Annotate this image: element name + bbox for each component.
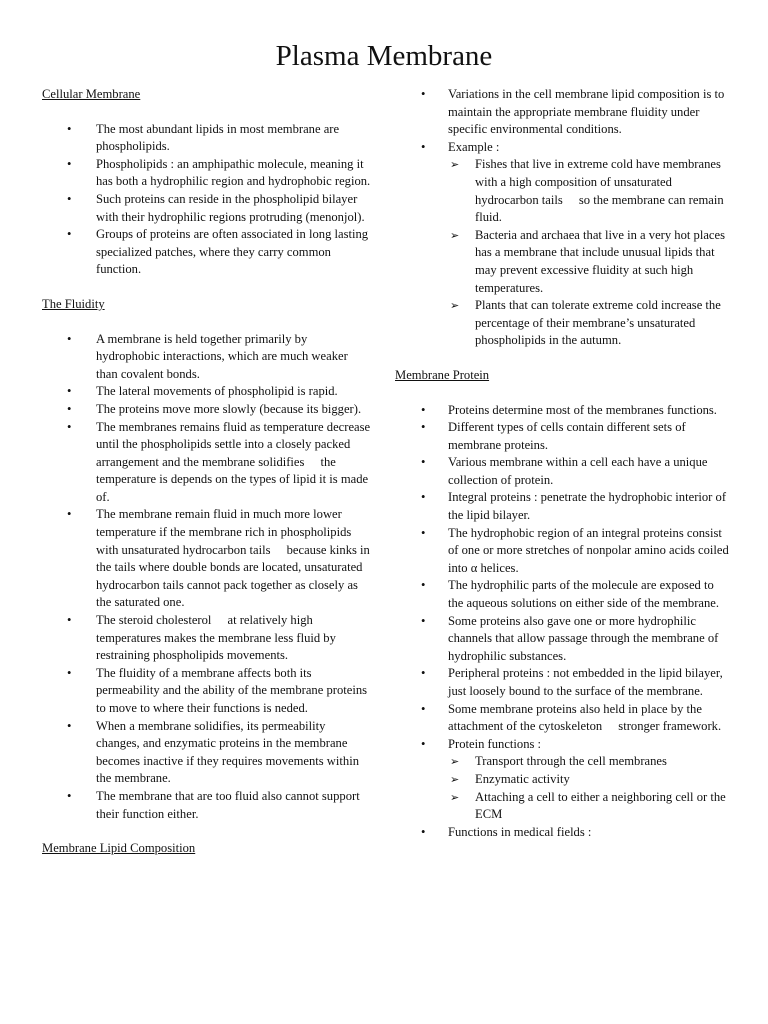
list-item: • The membrane that are too fluid also cannot support their function either. [42,788,372,823]
sublist-item: ➢ Attaching a cell to either a neighboring cell or the ECM [448,789,730,824]
list-item: • The lateral movements of phospholipid is rapid. [42,383,372,401]
list-item: • Peripheral proteins : not embedded in the lipid bilayer, just loosely bound to the surface of the membrane. [395,665,730,700]
list-item: • Groups of proteins are often associated in long lasting specialized patches, where they carry common function. [42,226,372,279]
list-item: • The membranes remains fluid as temperature decrease until the phospholipids settle into a closely packed arrangement and the membrane solidifies the temperature is depends on the types of lipid it is made of. [42,419,372,507]
list-item: • Such proteins can reside in the phospholipid bilayer with their hydrophilic regions protruding (menonjol). [42,191,372,226]
section-heading-membrane-protein: Membrane Protein [395,367,490,382]
lipid-composition-list [395,86,730,350]
list-item: • The membrane remain fluid in much more lower temperature if the membrane rich in phospholipids with unsaturated hydrocarbon tails because kinks in the tails where double bonds are located, unsaturated hydrocarbon tails cannot pack together as closely as the saturated one. [42,506,372,612]
list-item-label: Example : [448,139,500,154]
list-item: • The steroid cholesterol at relatively high temperatures makes the membrane less fluid by restraining phospholipids movements. [42,612,372,665]
list-item: • The fluidity of a membrane affects both its permeability and the ability of the membrane proteins to move to where their functions is neded. [42,665,372,718]
protein-function-sublist [448,753,730,823]
example-sublist [448,156,730,350]
list-item: • Phospholipids : an amphipathic molecule, meaning it has both a hydrophilic region and hydrophobic region. [42,156,372,191]
membrane-protein-list [395,402,730,842]
list-item: • A membrane is held together primarily by hydrophobic interactions, which are much weaker than covalent bonds. [42,331,372,384]
list-item-label: Protein functions : [448,736,542,751]
list-item [395,736,730,824]
list-item: • Proteins determine most of the membranes functions. [395,402,730,420]
section-heading-cellular-membrane: Cellular Membrane [42,87,141,101]
list-item: • Some membrane proteins also held in place by the attachment of the cytoskeleton stronger framework. [395,701,730,736]
list-item: • When a membrane solidifies, its permeability changes, and enzymatic proteins in the membrane becomes inactive if they requires movements within the membrane. [42,718,372,788]
list-item [395,139,730,350]
sublist-item: ➢ Fishes that live in extreme cold have membranes with a high composition of unsaturated hydrocarbon tails so the membrane can remain fluid. [448,156,730,226]
list-item: • The hydrophobic region of an integral proteins consist of one or more stretches of nonpolar amino acids coiled into α helices. [395,525,730,578]
sublist-item: ➢ Plants that can tolerate extreme cold increase the percentage of their membrane’s unsaturated phospholipids in the autumn. [448,297,730,350]
list-item: • Functions in medical fields : [395,824,730,842]
sublist-item: ➢ Enzymatic activity [448,771,730,789]
sublist-item: ➢ Bacteria and archaea that live in a very hot places has a membrane that include unusual lipids that may prevent excessive fluidity at such high temperatures. [448,227,730,297]
section-heading-fluidity: The Fluidity [42,296,105,311]
list-item: • The most abundant lipids in most membrane are phospholipids. [42,121,372,156]
list-item: • Various membrane within a cell each have a unique collection of protein. [395,454,730,489]
list-item: • Variations in the cell membrane lipid composition is to maintain the appropriate membrane fluidity under specific environmental conditions. [395,86,730,139]
cellular-membrane-list [42,121,372,279]
fluidity-list [42,331,372,824]
sublist-item: ➢ Transport through the cell membranes [448,753,730,771]
list-item: • Integral proteins : penetrate the hydrophobic interior of the lipid bilayer. [395,489,730,524]
list-item: • The proteins move more slowly (because its bigger). [42,401,372,419]
list-item: • The hydrophilic parts of the molecule are exposed to the aqueous solutions on either side of the membrane. [395,577,730,612]
right-column [395,86,730,858]
list-item: • Some proteins also gave one or more hydrophilic channels that allow passage through the membrane of hydrophilic substances. [395,613,730,666]
section-heading-lipid-composition: Membrane Lipid Composition [42,841,196,856]
page-title: Plasma Membrane [275,40,493,72]
left-column [42,86,372,875]
list-item: • Different types of cells contain different sets of membrane proteins. [395,419,730,454]
